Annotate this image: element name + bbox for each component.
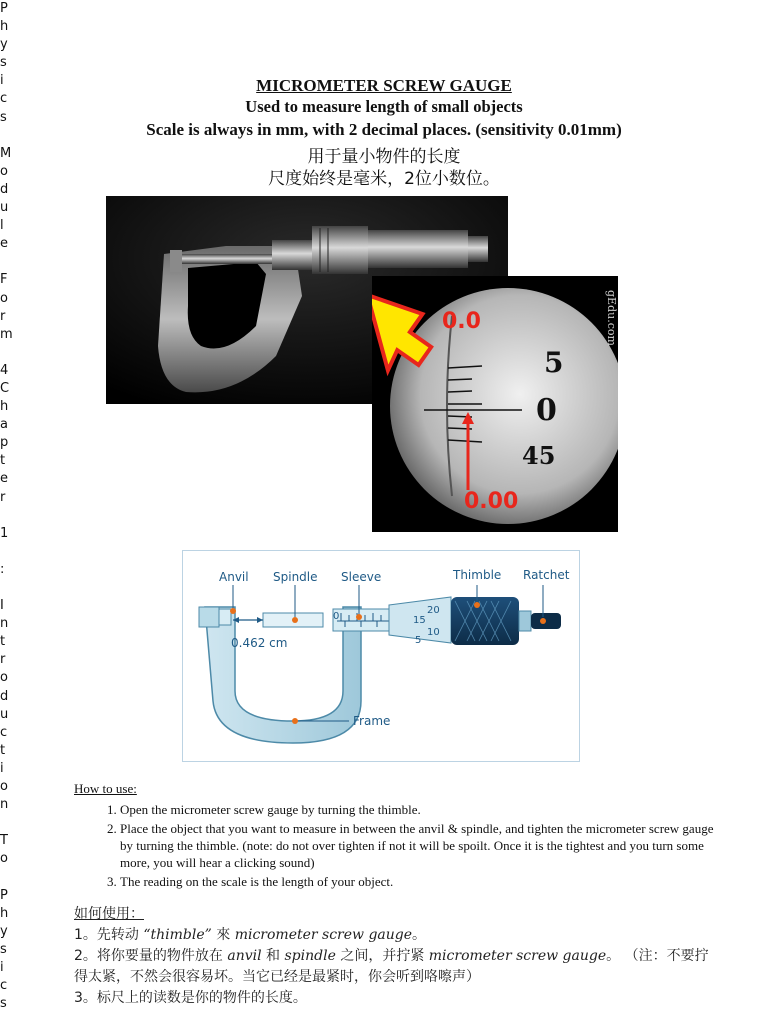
chinese-step-3: 3。标尺上的读数是你的物件的长度。 [74,990,307,1006]
sidebar-char: u [0,706,9,722]
sidebar-char: e [0,471,8,487]
how-to-use-heading: How to use: [74,781,137,796]
sidebar-char: o [0,290,8,306]
sidebar-char: h [0,399,9,415]
chinese-step-2-anvil: anvil [227,948,262,964]
sidebar-char: r [0,652,6,668]
spindle-label: Spindle [273,570,318,584]
chinese-subtitle: 用于量小物件的长度 [307,147,461,167]
chinese-step-1-thimble: “thimble” [143,927,212,943]
sidebar-char: l [0,218,4,234]
thimble-number-0: 0 [536,393,557,428]
page-subtitle: Used to measure length of small objects [245,97,523,116]
chinese-step-1-gauge: micrometer screw gauge [234,927,413,943]
sidebar-char: n [0,616,9,632]
sidebar-char [0,814,20,832]
how-to-use-section [74,781,714,892]
sidebar-char: d [0,181,9,197]
sidebar-char: I [0,598,4,614]
sidebar-char: P [0,1,8,16]
sidebar-char: e [0,236,8,252]
sidebar-char: P [0,887,8,903]
chinese-step-1-mid: 來 [211,927,235,943]
sidebar-char: m [0,326,13,342]
sidebar-char: c [0,724,8,740]
watermark: gEdu.com [605,290,618,346]
sidebar-char: h [0,905,9,921]
sidebar-char: r [0,308,6,324]
sidebar-char: 1 [0,525,9,541]
sidebar-char: t [0,453,6,469]
sidebar-char: n [0,797,9,813]
chinese-step-1 [74,925,714,946]
sidebar-char [0,869,20,887]
sidebar-char: c [0,978,8,994]
sidebar-char: u [0,200,9,216]
thimble-scale-5: 5 [415,635,422,646]
sidebar-char: i [0,760,4,776]
labeled-micrometer-diagram [182,550,580,762]
sidebar-char: r [0,489,6,505]
sidebar-char: s [0,109,7,125]
sidebar-char [0,344,20,362]
sidebar-char: o [0,851,8,867]
sidebar-char: s [0,996,7,1012]
list-item: 1. Open the micrometer screw gauge by turning the thimble. [120,801,714,818]
sidebar-char: F [0,272,8,288]
sidebar-char: y [0,923,8,939]
sidebar-char: y [0,37,8,53]
chinese-step-1-end: 。 [412,927,427,943]
thimble-label: Thimble [453,568,502,582]
list-item: 2. Place the object that you want to measure in between the anvil & spindle, and tighten the micrometer screw gauge by turning the thimble. (note: do not over tighten if not it will be spoilt. Once it is the tightest and you turn some more, you will hear a clicking sound) [120,820,714,871]
sidebar-char: d [0,688,9,704]
thimble-scale-10: 10 [427,627,440,638]
sidebar-char [0,579,20,597]
page-title: MICROMETER SCREW GAUGE [256,76,512,95]
chinese-step-2 [74,946,714,988]
chinese-step-2-end: 。 （注：不要拧得太紧，不然会很容易坏。当它已经是最紧时，你会听到咯嚓声） [74,948,709,985]
chinese-step-2-text: 2。将你要量的物件放在 [74,948,228,964]
sidebar-char: t [0,634,6,650]
how-to-use-steps [74,801,714,890]
anvil-label: Anvil [219,570,249,584]
sidebar-char: o [0,163,8,179]
chinese-scale-note: 尺度始终是毫米，2位小数位。 [268,169,500,189]
sidebar-char: i [0,73,4,89]
chinese-step-2-and: 和 [261,948,285,964]
sidebar-char [0,253,20,271]
chinese-step-2-gauge: micrometer screw gauge [428,948,607,964]
sidebar-char: t [0,742,6,758]
sidebar-char: M [0,145,12,161]
zoom-bottom-reading: 0.00 [464,489,519,514]
chinese-how-to-use-section [74,904,714,1009]
thimble-number-45: 45 [522,441,556,470]
scale-note: Scale is always in mm, with 2 decimal places. (sensitivity 0.01mm) [146,120,622,139]
chinese-how-to-use-heading: 如何使用： [74,906,144,922]
sidebar-char [0,127,20,145]
thimble-scale-15: 15 [413,615,426,626]
list-item: 3. The reading on the scale is the length of your object. [120,873,714,890]
sidebar-char: o [0,779,8,795]
sidebar-char: 4 [0,362,9,378]
zoom-top-reading: 0.0 [442,309,481,334]
chinese-step-1-text: 1。先转动 [74,927,144,943]
sidebar-char [0,507,20,525]
thimble-number-5: 5 [544,346,564,379]
chinese-step-2-spindle: spindle [284,948,336,964]
thimble-scale-20: 20 [427,605,440,616]
sidebar-char: a [0,417,8,433]
zoomed-scale-photo [372,276,618,532]
sidebar-char: T [0,833,8,849]
sidebar-char: o [0,670,8,686]
sidebar-char [0,543,20,561]
sidebar-char: i [0,959,4,975]
sidebar-vertical-text [0,0,20,1013]
sidebar-char: p [0,435,9,451]
sidebar-char: h [0,19,9,35]
chinese-step-2-mid: 之间，并拧紧 [335,948,429,964]
sleeve-label: Sleeve [341,570,382,584]
sidebar-char: C [0,380,10,396]
sleeve-zero-mark: 0 [333,611,340,622]
sidebar-char: s [0,941,7,957]
ratchet-label: Ratchet [523,568,570,582]
frame-label: Frame [353,714,391,728]
gap-measurement-label: 0.462 cm [231,636,288,650]
sidebar-char: : [0,561,5,577]
sidebar-char: c [0,91,8,107]
sidebar-char: s [0,55,7,71]
